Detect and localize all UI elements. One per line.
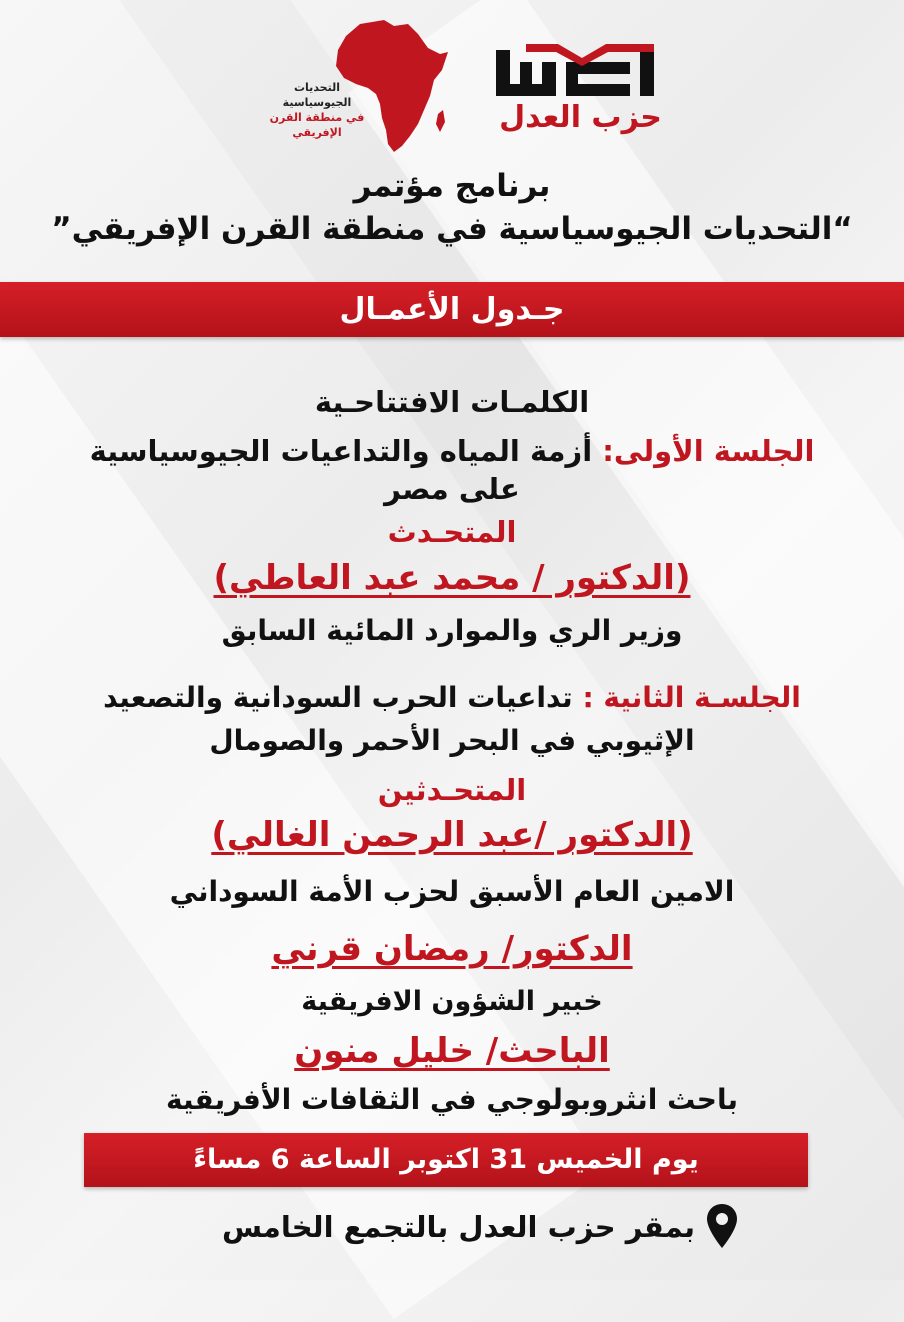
conference-logo-line: التحديات الجيوسياسية [282,81,352,109]
location-text: بمقر حزب العدل بالتجمع الخامس [221,1210,695,1244]
party-logo-mark [496,40,666,98]
agenda-banner [0,282,904,337]
session-2-speaker-name: الدكتور/ رمضان قرني [271,929,633,969]
session-2-speaker-name: (الدكتور /عبد الرحمن الغالي) [211,815,693,855]
session-1-speaker-name: (الدكتور / محمد عبد العاطي) [213,558,691,598]
session-2-label: الجلسـة الثانية : [582,681,801,714]
conference-title [0,165,904,251]
session-2-speaker-title: خبير الشؤون الافريقية [301,986,603,1017]
agenda-label: جـدول الأعمـال [339,292,565,327]
header [0,10,904,160]
session-2-speaker-name: الباحث/ خليل منون [294,1031,610,1071]
session-1-topic: أزمة المياه والتداعيات الجيوسياسية [89,434,593,468]
event-date-banner [84,1133,808,1187]
conference-logo [262,18,462,158]
session-1-line-2: على مصر [384,472,520,506]
title-line-1: برنامج مؤتمر [353,168,551,204]
session-1-label: الجلسة الأولى: [602,434,815,468]
conference-logo-line: الإفريقي [292,126,342,139]
event-location [0,1200,904,1260]
session-2-topic: تداعيات الحرب السودانية والتصعيد [103,681,573,714]
session-2-line-1 [0,677,904,719]
opening-remarks: الكلمـات الافتتاحـية [314,385,590,419]
session-1-speaker-label: المتحـدث [387,515,517,549]
title-line-2: “التحديات الجيوسياسية في منطقة القرن الإفريقي” [51,211,853,247]
conference-logo-text [262,80,372,140]
session-2-speakers-label: المتحـدثين [377,773,527,807]
party-logo-name: حزب العدل [499,100,662,135]
session-2-line-2: الإثيوبي في البحر الأحمر والصومال [209,724,695,757]
session-1-line-1 [0,430,904,472]
session-2-speaker-title: باحث انثروبولوجي في الثقافات الأفريقية [166,1083,738,1116]
event-date: يوم الخميس 31 اكتوبر الساعة 6 مساءً [193,1144,699,1175]
session-1-speaker-title: وزير الري والموارد المائية السابق [221,614,683,647]
session-2-speaker-title: الامين العام الأسبق لحزب الأمة السوداني [169,875,735,908]
map-pin-icon [705,1203,739,1249]
conference-logo-line: في منطقة القرن [269,111,365,124]
party-logo [488,40,673,150]
